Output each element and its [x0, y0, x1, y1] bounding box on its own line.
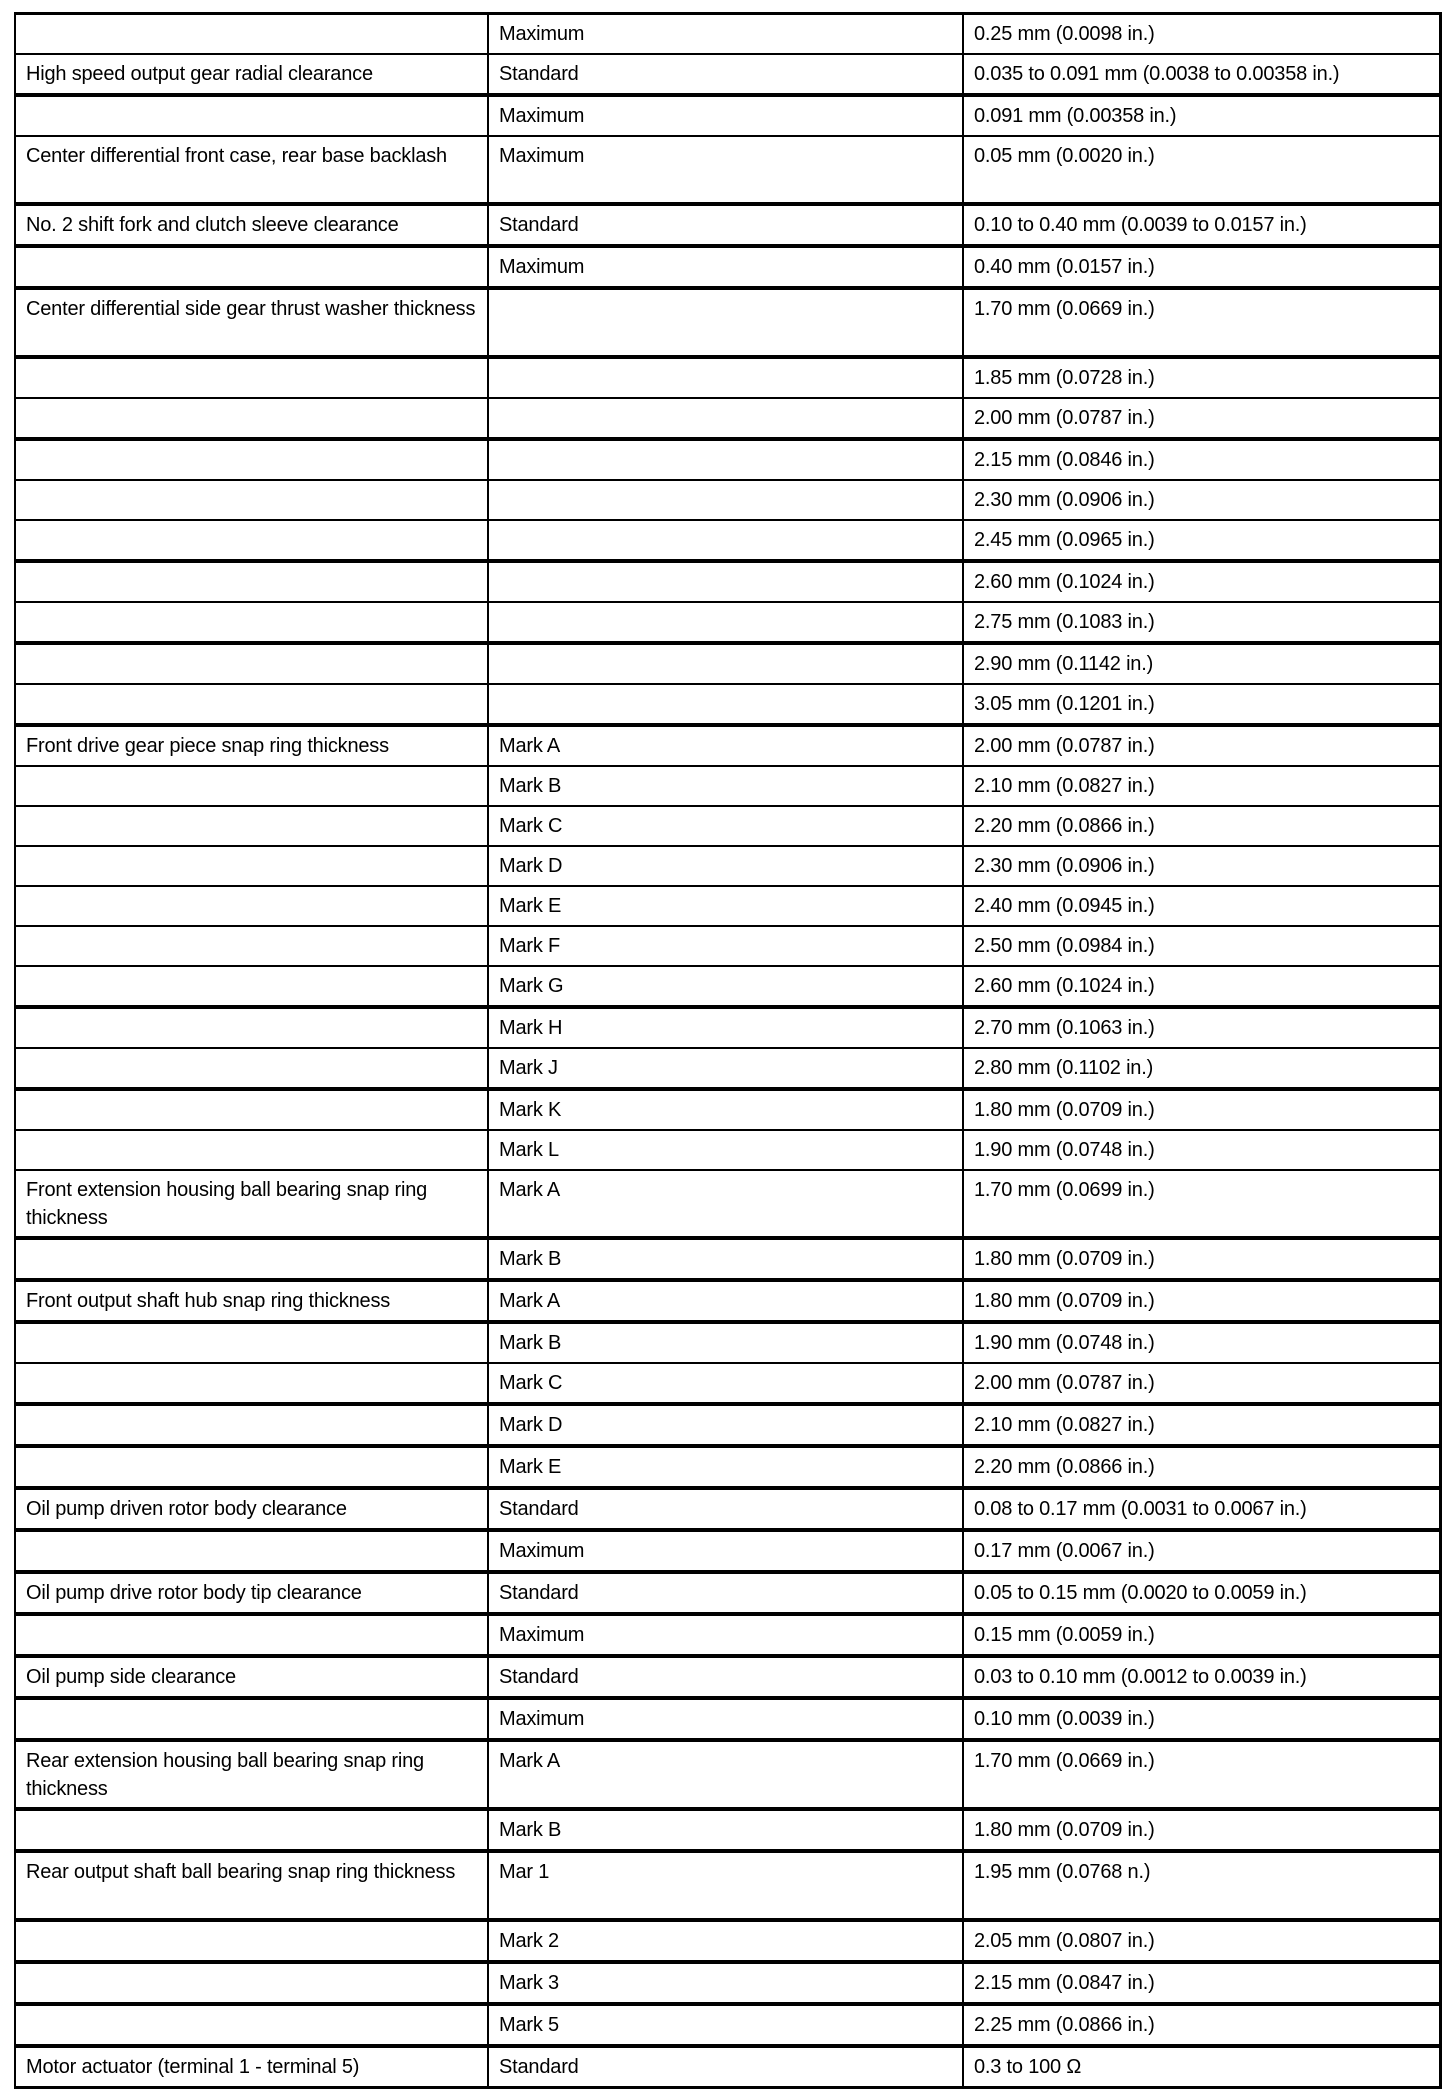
item-cell [15, 684, 488, 725]
specification-table-body [15, 14, 1440, 2088]
value-cell: 2.70 mm (0.1063 in.) [963, 1007, 1440, 1048]
condition-cell: Mark D [488, 846, 963, 886]
condition-cell [488, 684, 963, 725]
table-row [15, 480, 1440, 520]
condition-cell: Standard [488, 1656, 963, 1698]
item-cell [15, 886, 488, 926]
value-cell: 1.70 mm (0.0699 in.) [963, 1170, 1440, 1238]
value-cell: 2.30 mm (0.0906 in.) [963, 846, 1440, 886]
value-cell: 1.70 mm (0.0669 in.) [963, 288, 1440, 357]
value-cell: 2.90 mm (0.1142 in.) [963, 643, 1440, 684]
table-row [15, 886, 1440, 926]
item-cell [15, 1404, 488, 1446]
value-cell: 0.091 mm (0.00358 in.) [963, 95, 1440, 136]
table-row [15, 288, 1440, 357]
table-row [15, 1572, 1440, 1614]
table-row [15, 14, 1440, 55]
item-cell [15, 1130, 488, 1170]
item-cell [15, 1530, 488, 1572]
table-row [15, 439, 1440, 480]
item-cell [15, 1698, 488, 1740]
value-cell: 0.3 to 100 Ω [963, 2046, 1440, 2088]
table-row [15, 1530, 1440, 1572]
value-cell: 2.60 mm (0.1024 in.) [963, 966, 1440, 1007]
condition-cell: Mark L [488, 1130, 963, 1170]
condition-cell: Mark J [488, 1048, 963, 1089]
item-cell [15, 766, 488, 806]
value-cell: 3.05 mm (0.1201 in.) [963, 684, 1440, 725]
condition-cell: Mark D [488, 1404, 963, 1446]
condition-cell: Mark H [488, 1007, 963, 1048]
condition-cell [488, 561, 963, 602]
item-cell: Front drive gear piece snap ring thickness [15, 725, 488, 766]
item-cell [15, 2004, 488, 2046]
table-row [15, 1363, 1440, 1404]
value-cell: 0.08 to 0.17 mm (0.0031 to 0.0067 in.) [963, 1488, 1440, 1530]
item-cell: High speed output gear radial clearance [15, 54, 488, 95]
condition-cell: Mark G [488, 966, 963, 1007]
value-cell: 0.03 to 0.10 mm (0.0012 to 0.0039 in.) [963, 1656, 1440, 1698]
value-cell: 1.80 mm (0.0709 in.) [963, 1238, 1440, 1280]
table-row [15, 246, 1440, 288]
table-row [15, 602, 1440, 643]
condition-cell: Standard [488, 1488, 963, 1530]
value-cell: 1.80 mm (0.0709 in.) [963, 1089, 1440, 1130]
table-row [15, 643, 1440, 684]
item-cell [15, 966, 488, 1007]
item-cell: Oil pump driven rotor body clearance [15, 1488, 488, 1530]
item-cell [15, 246, 488, 288]
table-row [15, 725, 1440, 766]
item-cell [15, 1048, 488, 1089]
table-row [15, 1614, 1440, 1656]
item-cell: Front extension housing ball bearing snap ring thickness [15, 1170, 488, 1238]
table-row [15, 2004, 1440, 2046]
value-cell: 1.95 mm (0.0768 n.) [963, 1851, 1440, 1920]
condition-cell: Mark 5 [488, 2004, 963, 2046]
item-cell: Rear output shaft ball bearing snap ring thickness [15, 1851, 488, 1920]
table-row [15, 1809, 1440, 1851]
item-cell: Center differential side gear thrust washer thickness [15, 288, 488, 357]
condition-cell [488, 480, 963, 520]
condition-cell: Mark F [488, 926, 963, 966]
condition-cell: Maximum [488, 246, 963, 288]
value-cell: 2.05 mm (0.0807 in.) [963, 1920, 1440, 1962]
value-cell: 2.50 mm (0.0984 in.) [963, 926, 1440, 966]
condition-cell: Mark E [488, 886, 963, 926]
item-cell [15, 846, 488, 886]
item-cell [15, 398, 488, 439]
condition-cell: Maximum [488, 95, 963, 136]
item-cell: Rear extension housing ball bearing snap ring thickness [15, 1740, 488, 1809]
value-cell: 0.10 to 0.40 mm (0.0039 to 0.0157 in.) [963, 204, 1440, 246]
item-cell: No. 2 shift fork and clutch sleeve clearance [15, 204, 488, 246]
condition-cell [488, 520, 963, 561]
table-row [15, 1007, 1440, 1048]
item-cell: Front output shaft hub snap ring thickness [15, 1280, 488, 1322]
table-row [15, 54, 1440, 95]
item-cell [15, 1363, 488, 1404]
value-cell: 0.035 to 0.091 mm (0.0038 to 0.00358 in.) [963, 54, 1440, 95]
item-cell: Oil pump drive rotor body tip clearance [15, 1572, 488, 1614]
table-row [15, 1962, 1440, 2004]
value-cell: 1.70 mm (0.0669 in.) [963, 1740, 1440, 1809]
value-cell: 2.45 mm (0.0965 in.) [963, 520, 1440, 561]
value-cell: 2.15 mm (0.0847 in.) [963, 1962, 1440, 2004]
table-row [15, 1920, 1440, 1962]
value-cell: 1.90 mm (0.0748 in.) [963, 1322, 1440, 1363]
item-cell: Motor actuator (terminal 1 - terminal 5) [15, 2046, 488, 2088]
condition-cell: Maximum [488, 14, 963, 55]
value-cell: 0.05 to 0.15 mm (0.0020 to 0.0059 in.) [963, 1572, 1440, 1614]
item-cell [15, 95, 488, 136]
table-row [15, 1404, 1440, 1446]
condition-cell: Mark A [488, 1740, 963, 1809]
item-cell [15, 1920, 488, 1962]
condition-cell: Mark 2 [488, 1920, 963, 1962]
table-row [15, 1851, 1440, 1920]
value-cell: 1.80 mm (0.0709 in.) [963, 1809, 1440, 1851]
item-cell [15, 14, 488, 55]
table-row [15, 398, 1440, 439]
item-cell [15, 1614, 488, 1656]
condition-cell: Mark A [488, 1170, 963, 1238]
value-cell: 0.10 mm (0.0039 in.) [963, 1698, 1440, 1740]
condition-cell: Mark 3 [488, 1962, 963, 2004]
condition-cell [488, 398, 963, 439]
condition-cell: Mark A [488, 725, 963, 766]
table-row [15, 1238, 1440, 1280]
table-row [15, 1048, 1440, 1089]
value-cell: 2.75 mm (0.1083 in.) [963, 602, 1440, 643]
item-cell [15, 439, 488, 480]
item-cell [15, 1322, 488, 1363]
value-cell: 1.85 mm (0.0728 in.) [963, 357, 1440, 398]
value-cell: 1.90 mm (0.0748 in.) [963, 1130, 1440, 1170]
value-cell: 2.00 mm (0.0787 in.) [963, 725, 1440, 766]
value-cell: 2.40 mm (0.0945 in.) [963, 886, 1440, 926]
condition-cell: Mark B [488, 1238, 963, 1280]
item-cell [15, 1446, 488, 1488]
condition-cell: Mark A [488, 1280, 963, 1322]
item-cell [15, 1809, 488, 1851]
item-cell [15, 520, 488, 561]
item-cell [15, 806, 488, 846]
table-row [15, 1089, 1440, 1130]
table-row [15, 1322, 1440, 1363]
table-row [15, 1740, 1440, 1809]
table-row [15, 1698, 1440, 1740]
table-row [15, 95, 1440, 136]
condition-cell: Standard [488, 1572, 963, 1614]
value-cell: 2.10 mm (0.0827 in.) [963, 766, 1440, 806]
table-row [15, 1130, 1440, 1170]
value-cell: 0.40 mm (0.0157 in.) [963, 246, 1440, 288]
item-cell [15, 357, 488, 398]
item-cell [15, 480, 488, 520]
table-row [15, 766, 1440, 806]
condition-cell [488, 439, 963, 480]
condition-cell [488, 643, 963, 684]
value-cell: 0.25 mm (0.0098 in.) [963, 14, 1440, 55]
table-row [15, 806, 1440, 846]
table-row [15, 357, 1440, 398]
value-cell: 2.20 mm (0.0866 in.) [963, 1446, 1440, 1488]
table-row [15, 204, 1440, 246]
value-cell: 2.80 mm (0.1102 in.) [963, 1048, 1440, 1089]
item-cell [15, 926, 488, 966]
value-cell: 0.05 mm (0.0020 in.) [963, 136, 1440, 204]
table-row [15, 1488, 1440, 1530]
condition-cell: Standard [488, 54, 963, 95]
condition-cell: Mark K [488, 1089, 963, 1130]
value-cell: 0.15 mm (0.0059 in.) [963, 1614, 1440, 1656]
item-cell: Center differential front case, rear base backlash [15, 136, 488, 204]
table-row [15, 966, 1440, 1007]
table-row [15, 520, 1440, 561]
table-row [15, 926, 1440, 966]
value-cell: 2.30 mm (0.0906 in.) [963, 480, 1440, 520]
condition-cell: Maximum [488, 1698, 963, 1740]
item-cell [15, 1089, 488, 1130]
item-cell [15, 561, 488, 602]
item-cell [15, 1007, 488, 1048]
condition-cell: Standard [488, 2046, 963, 2088]
table-row [15, 684, 1440, 725]
condition-cell: Maximum [488, 1614, 963, 1656]
value-cell: 1.80 mm (0.0709 in.) [963, 1280, 1440, 1322]
value-cell: 2.25 mm (0.0866 in.) [963, 2004, 1440, 2046]
condition-cell: Mark E [488, 1446, 963, 1488]
table-row [15, 1280, 1440, 1322]
specification-table [14, 12, 1442, 2089]
condition-cell [488, 602, 963, 643]
table-row [15, 136, 1440, 204]
value-cell: 2.00 mm (0.0787 in.) [963, 1363, 1440, 1404]
condition-cell: Maximum [488, 136, 963, 204]
item-cell [15, 1962, 488, 2004]
item-cell [15, 1238, 488, 1280]
condition-cell: Mark C [488, 806, 963, 846]
value-cell: 2.15 mm (0.0846 in.) [963, 439, 1440, 480]
condition-cell [488, 357, 963, 398]
condition-cell: Mar 1 [488, 1851, 963, 1920]
condition-cell: Maximum [488, 1530, 963, 1572]
table-row [15, 1656, 1440, 1698]
condition-cell: Mark B [488, 766, 963, 806]
condition-cell: Mark C [488, 1363, 963, 1404]
table-row [15, 1170, 1440, 1238]
condition-cell [488, 288, 963, 357]
table-row [15, 561, 1440, 602]
value-cell: 2.10 mm (0.0827 in.) [963, 1404, 1440, 1446]
table-row [15, 2046, 1440, 2088]
value-cell: 2.20 mm (0.0866 in.) [963, 806, 1440, 846]
value-cell: 0.17 mm (0.0067 in.) [963, 1530, 1440, 1572]
condition-cell: Standard [488, 204, 963, 246]
value-cell: 2.00 mm (0.0787 in.) [963, 398, 1440, 439]
item-cell [15, 602, 488, 643]
table-row [15, 1446, 1440, 1488]
condition-cell: Mark B [488, 1809, 963, 1851]
item-cell: Oil pump side clearance [15, 1656, 488, 1698]
condition-cell: Mark B [488, 1322, 963, 1363]
value-cell: 2.60 mm (0.1024 in.) [963, 561, 1440, 602]
table-row [15, 846, 1440, 886]
item-cell [15, 643, 488, 684]
